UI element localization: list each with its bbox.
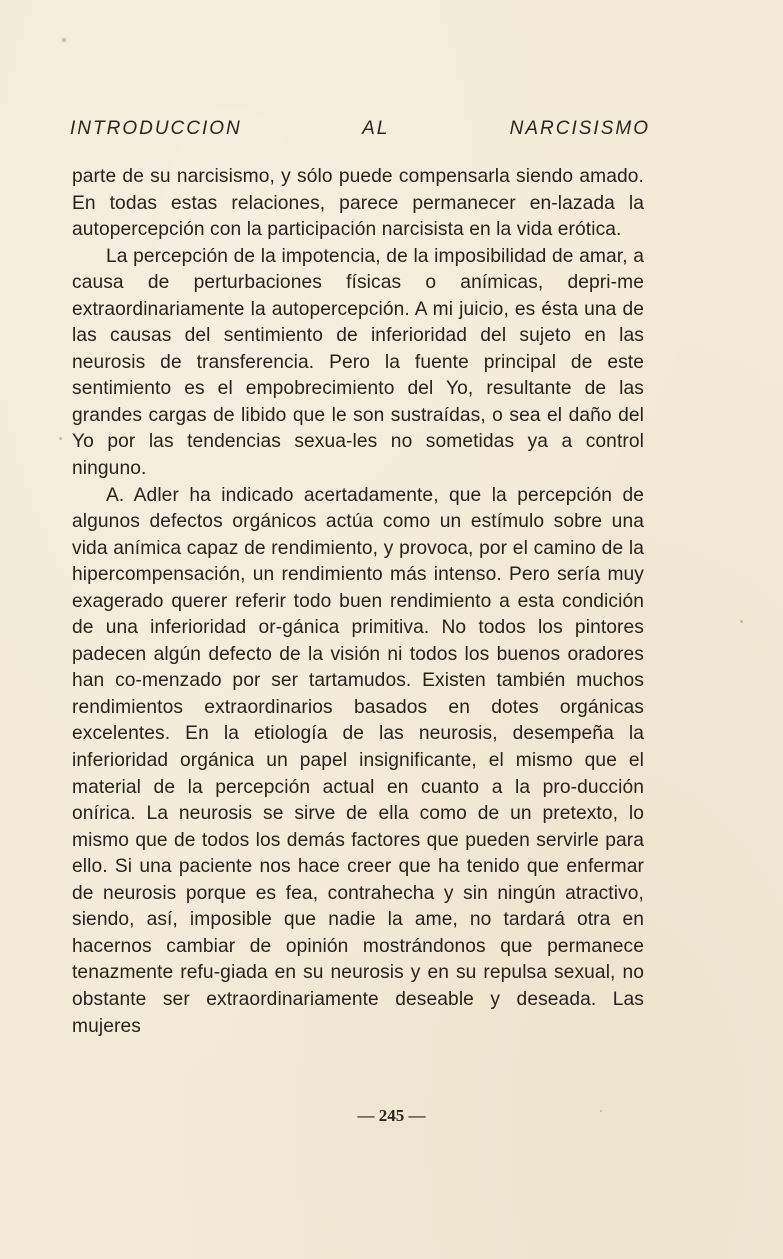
- paragraph-2: La percepción de la impotencia, de la imposibilidad de amar, a causa de perturbaciones físicas o anímicas, depri-me extraordinariamente la autopercepción. A mi juicio, es ésta una de las causas del sentimiento de inferioridad del sujeto en las neurosis de transferencia. Pero la fuente principal de este sentimiento es el empobrecimiento del Yo, resultante de las grandes cargas de libido que le son sustraídas, o sea el daño del Yo por las tendencias sexua-les no sometidas ya a control ninguno.: [72, 245, 644, 480]
- paper-speck: [62, 38, 66, 42]
- body-text: [72, 164, 644, 1040]
- paper-speck: [600, 1110, 602, 1112]
- running-head-right: NARCISISMO: [509, 118, 650, 139]
- running-head-left: INTRODUCCION: [70, 118, 242, 139]
- paragraph-3: A. Adler ha indicado acertadamente, que la percepción de algunos defectos orgánicos actúa como un estímulo sobre una vida anímica capaz de rendimiento, y provoca, por el camino de la hipercompensación, un rendimiento más intenso. Pero sería muy exagerado querer referir todo buen rendimiento a esta condición de una inferioridad or-gánica primitiva. No todos los pintores padecen algún defecto de la visión ni todos los buenos oradores han co-menzado por ser tartamudos. Existen también muchos rendimientos extraordinarios basados en dotes orgánicas excelentes. En la etiología de las neurosis, desempeña la inferioridad orgánica un papel insignificante, el mismo que el material de la percepción actual en cuanto a la pro-ducción onírica. La neurosis se sirve de ella como de un pretexto, lo mismo que de todos los demás factores que pueden servirle para ello. Si una paciente nos hace creer que ha tenido que enfermar de neurosis porque es fea, contrahecha y sin ningún atractivo, siendo, así, imposible que nadie la ame, no tardará otra en hacernos cambiar de opinión mostrándonos que permanece tenazmente refu-giada en su neurosis y en su repulsa sexual, no obstante ser extraordinariamente deseable y deseada. Las mujeres: [72, 484, 644, 1037]
- running-head: [70, 118, 650, 140]
- paragraph-1: parte de su narcisismo, y sólo puede compensarla siendo amado. En todas estas relaciones, parece permanecer en-lazada la autopercepción con la participación narcisista en la vida erótica.: [72, 166, 644, 241]
- running-head-center: AL: [362, 118, 390, 139]
- page-number: — 245 —: [357, 1106, 426, 1125]
- paper-speck: [493, 494, 495, 496]
- paper-speck: [740, 620, 743, 623]
- paper-speck: [59, 437, 62, 440]
